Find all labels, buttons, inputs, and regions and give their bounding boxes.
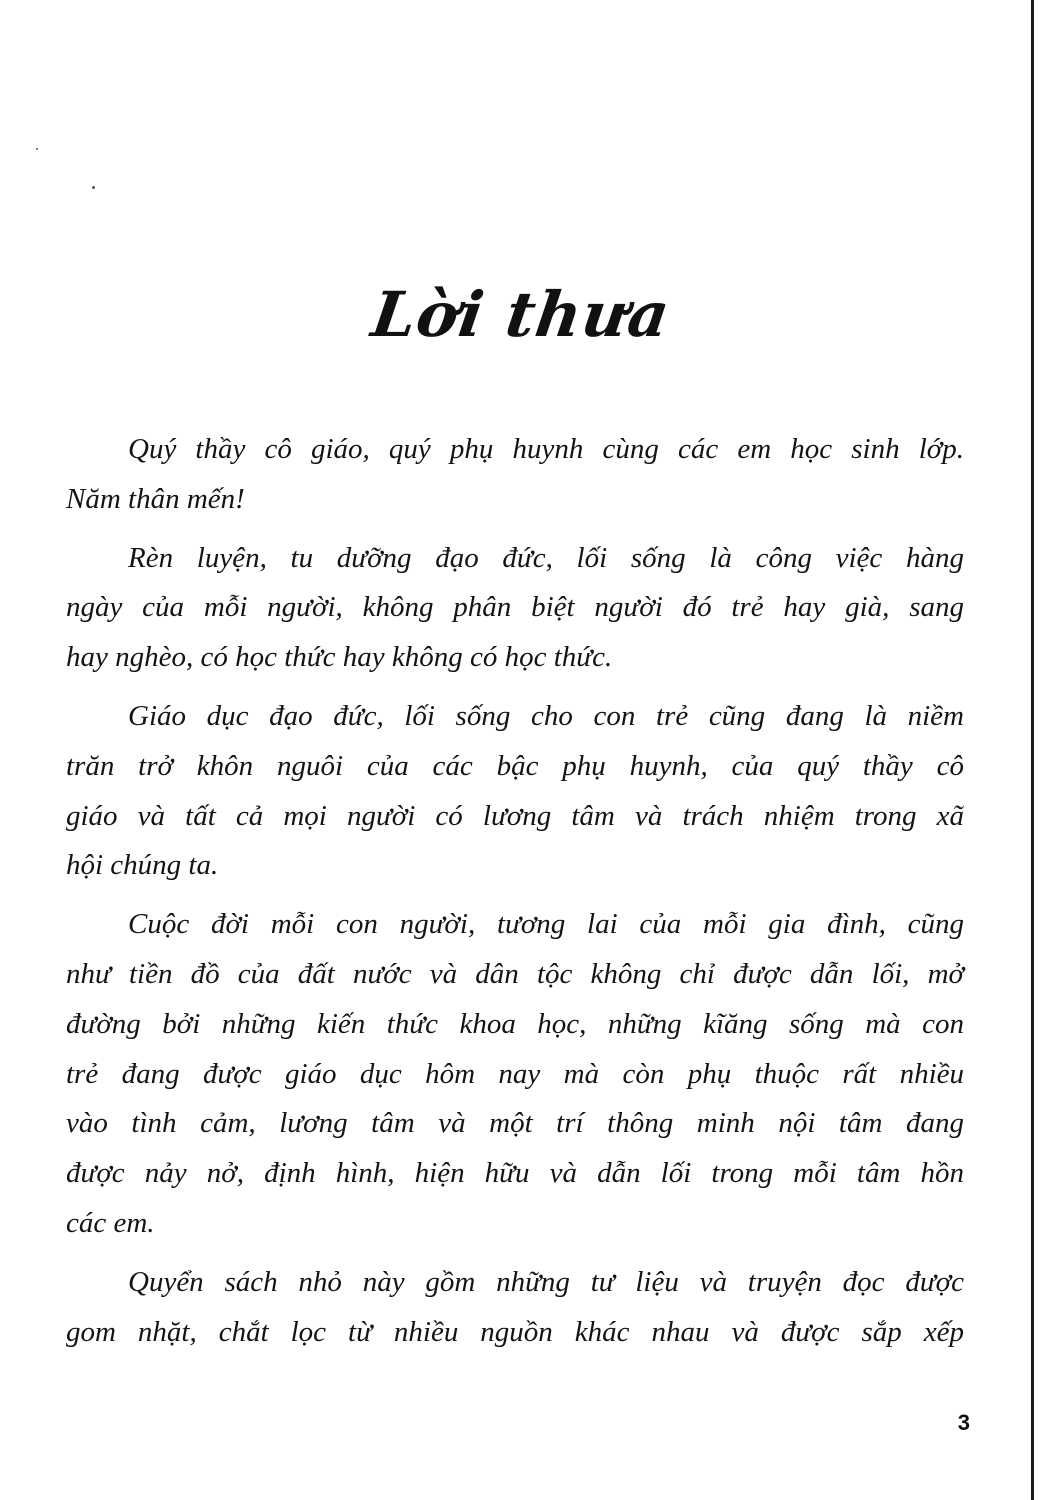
text-line: gom nhặt, chắt lọc từ nhiều nguồn khác nhau và được sắp xếp (66, 1315, 964, 1348)
text-line: đường bởi những kiến thức khoa học, những kĩăng sống mà con (66, 1007, 964, 1040)
paragraph (66, 900, 964, 1249)
text-line: trẻ đang được giáo dục hôm nay mà còn phụ thuộc rất nhiều (66, 1057, 964, 1090)
text-line: hay nghèo, có học thức hay không có học thức. (66, 641, 613, 674)
text-line: được nảy nở, định hình, hiện hữu và dẫn lối trong mỗi tâm hồn (66, 1157, 964, 1190)
body-text (66, 425, 964, 1366)
page-number: 3 (957, 1410, 970, 1435)
text-line: Năm thân mến! (66, 482, 245, 515)
text-line: Quý thầy cô giáo, quý phụ huynh cùng các em học sinh lớp. (128, 433, 964, 465)
paragraph (66, 692, 964, 891)
text-line: ngày của mỗi người, không phân biệt người đó trẻ hay già, sang (66, 591, 964, 624)
text-line: Cuộc đời mỗi con người, tương lai của mỗi gia đình, cũng (128, 908, 964, 941)
text-line: Quyển sách nhỏ này gồm những tư liệu và truyện đọc được (128, 1265, 964, 1298)
paragraph (66, 534, 964, 683)
text-line: Rèn luyện, tu dưỡng đạo đức, lối sống là công việc hàng (128, 541, 964, 574)
text-line: vào tình cảm, lương tâm và một trí thông minh nội tâm đang (66, 1107, 964, 1140)
text-line: Giáo dục đạo đức, lối sống cho con trẻ cũng đang là niềm (128, 699, 964, 732)
text-line: như tiền đồ của đất nước và dân tộc không chỉ được dẫn lối, mở (66, 957, 964, 990)
page-edge-shadow (1031, 0, 1034, 1500)
text-line: hội chúng ta. (66, 849, 219, 882)
scan-speck (92, 186, 95, 189)
page-title: Lời thưa (367, 278, 675, 351)
paragraph (66, 1258, 964, 1358)
text-line: các em. (66, 1206, 155, 1239)
text-line: giáo và tất cả mọi người có lương tâm và trách nhiệm trong xã (66, 799, 964, 832)
text-line: trăn trở khôn nguôi của các bậc phụ huynh, của quý thầy cô (66, 749, 964, 782)
paragraph-greeting (66, 425, 964, 525)
scan-speck (36, 148, 38, 150)
